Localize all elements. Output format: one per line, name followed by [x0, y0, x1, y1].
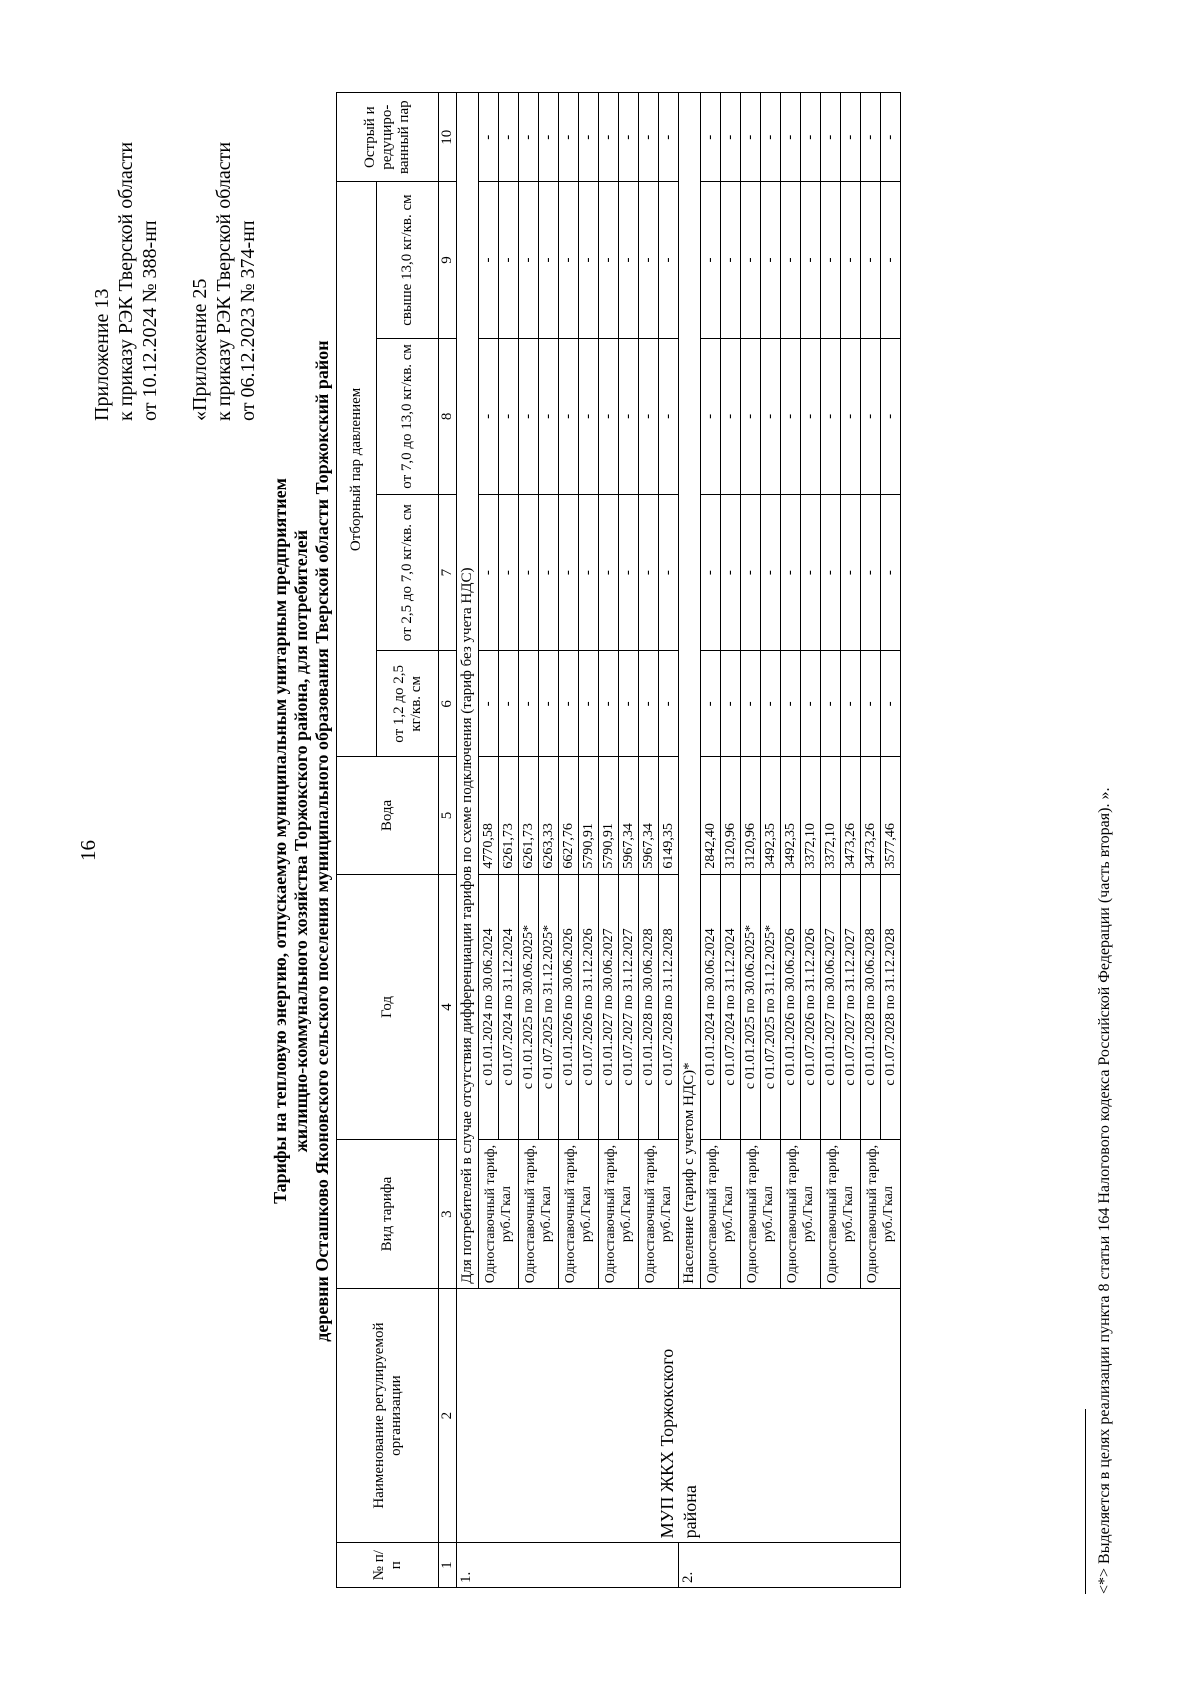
water-tariff-value: 6627,76 [559, 757, 579, 874]
water-tariff-value: 5790,91 [599, 757, 619, 874]
empty-value-dash: - [539, 495, 559, 651]
empty-value-dash: - [479, 338, 499, 494]
column-number: 8 [439, 338, 457, 494]
empty-value-dash: - [741, 495, 761, 651]
water-tariff-value: 3372,10 [821, 757, 841, 874]
period: с 01.01.2028 по 30.06.2028 [861, 874, 881, 1140]
empty-value-dash: - [599, 93, 619, 182]
empty-value-dash: - [781, 495, 801, 651]
period: с 01.07.2027 по 31.12.2027 [619, 874, 639, 1140]
tariff-table [336, 92, 901, 1588]
header-pressure-3: от 7,0 до 13,0 кг/кв. см [377, 338, 439, 494]
empty-value-dash: - [499, 651, 519, 757]
empty-value-dash: - [599, 495, 619, 651]
empty-value-dash: - [821, 651, 841, 757]
tariff-type: Одноставочный тариф, руб./Гкал [701, 1140, 741, 1288]
empty-value-dash: - [741, 182, 761, 338]
period: с 01.01.2027 по 30.06.2027 [821, 874, 841, 1140]
column-number: 1 [439, 1543, 457, 1588]
empty-value-dash: - [861, 182, 881, 338]
section-row [457, 93, 479, 1588]
empty-value-dash: - [701, 93, 721, 182]
empty-value-dash: - [639, 495, 659, 651]
empty-value-dash: - [781, 182, 801, 338]
empty-value-dash: - [579, 495, 599, 651]
empty-value-dash: - [499, 338, 519, 494]
period: с 01.07.2028 по 31.12.2028 [659, 874, 679, 1140]
footnote-divider [1085, 1409, 1086, 1594]
appendix-line: Приложение 13 [91, 288, 113, 421]
empty-value-dash: - [761, 495, 781, 651]
page-number: 16 [76, 840, 100, 861]
empty-value-dash: - [499, 495, 519, 651]
empty-value-dash: - [761, 338, 781, 494]
empty-value-dash: - [801, 338, 821, 494]
empty-value-dash: - [579, 93, 599, 182]
document-title [270, 286, 333, 1396]
empty-value-dash: - [539, 338, 559, 494]
column-number: 2 [439, 1288, 457, 1543]
empty-value-dash: - [659, 338, 679, 494]
tariff-type: Одноставочный тариф, руб./Гкал [821, 1140, 861, 1288]
appendix-line: от 06.12.2023 № 374-нп [237, 220, 259, 421]
empty-value-dash: - [841, 93, 861, 182]
period: с 01.01.2026 по 30.06.2026 [559, 874, 579, 1140]
water-tariff-value: 5790,91 [579, 757, 599, 874]
water-tariff-value: 6261,73 [519, 757, 539, 874]
period: с 01.07.2024 по 31.12.2024 [721, 874, 741, 1140]
water-tariff-value: 3492,35 [761, 757, 781, 874]
tariff-type: Одноставочный тариф, руб./Гкал [861, 1140, 901, 1288]
empty-value-dash: - [821, 495, 841, 651]
period: с 01.01.2024 по 30.06.2024 [701, 874, 721, 1140]
section-index: 2. [679, 1543, 901, 1588]
empty-value-dash: - [619, 495, 639, 651]
period: с 01.07.2024 по 31.12.2024 [499, 874, 519, 1140]
empty-value-dash: - [599, 182, 619, 338]
water-tariff-value: 6261,73 [499, 757, 519, 874]
empty-value-dash: - [801, 182, 821, 338]
empty-value-dash: - [619, 651, 639, 757]
column-number: 6 [439, 651, 457, 757]
water-tariff-value: 3492,35 [781, 757, 801, 874]
title-line: жилищно-коммунального хозяйства Торжокского района, для потребителей [291, 529, 311, 1153]
empty-value-dash: - [619, 182, 639, 338]
empty-value-dash: - [599, 651, 619, 757]
empty-value-dash: - [499, 93, 519, 182]
organization-name: МУП ЖКХ Торжокского района [457, 1288, 901, 1543]
empty-value-dash: - [721, 495, 741, 651]
empty-value-dash: - [781, 651, 801, 757]
water-tariff-value: 3577,46 [881, 757, 901, 874]
empty-value-dash: - [881, 182, 901, 338]
empty-value-dash: - [579, 338, 599, 494]
water-tariff-value: 4770,58 [479, 757, 499, 874]
empty-value-dash: - [861, 651, 881, 757]
appendix-line: от 10.12.2024 № 388-нп [139, 220, 161, 421]
header-pressure-1: от 1,2 до 2,5 кг/кв. см [377, 651, 439, 757]
empty-value-dash: - [721, 182, 741, 338]
empty-value-dash: - [479, 93, 499, 182]
tariff-type: Одноставочный тариф, руб./Гкал [479, 1140, 519, 1288]
title-line: Тарифы на тепловую энергию, отпускаемую муниципальным унитарным предприятием [270, 478, 290, 1204]
empty-value-dash: - [519, 495, 539, 651]
empty-value-dash: - [619, 93, 639, 182]
header-vid: Вид тарифа [337, 1140, 439, 1288]
empty-value-dash: - [519, 182, 539, 338]
column-number-row [439, 93, 457, 1588]
empty-value-dash: - [539, 651, 559, 757]
period: с 01.01.2024 по 30.06.2024 [479, 874, 499, 1140]
title-line: деревни Осташково Яконовского сельского поселения муниципального образования Тверской области Торжокский район [312, 340, 332, 1342]
period: с 01.07.2025 по 31.12.2025* [539, 874, 559, 1140]
empty-value-dash: - [519, 338, 539, 494]
appendix-header [90, 142, 162, 421]
table-body [457, 93, 901, 1588]
water-tariff-value: 3473,26 [861, 757, 881, 874]
tariff-type: Одноставочный тариф, руб./Гкал [741, 1140, 781, 1288]
empty-value-dash: - [821, 182, 841, 338]
empty-value-dash: - [579, 182, 599, 338]
empty-value-dash: - [881, 93, 901, 182]
column-number: 5 [439, 757, 457, 874]
empty-value-dash: - [559, 495, 579, 651]
empty-value-dash: - [861, 495, 881, 651]
header-pressure-4: свыше 13,0 кг/кв. см [377, 182, 439, 338]
empty-value-dash: - [659, 93, 679, 182]
water-tariff-value: 3473,26 [841, 757, 861, 874]
empty-value-dash: - [841, 495, 861, 651]
header-org: Наименование регулируемой организации [337, 1288, 439, 1543]
section-index: 1. [457, 1543, 679, 1588]
water-tariff-value: 5967,34 [619, 757, 639, 874]
tariff-type: Одноставочный тариф, руб./Гкал [781, 1140, 821, 1288]
empty-value-dash: - [761, 182, 781, 338]
empty-value-dash: - [721, 338, 741, 494]
empty-value-dash: - [479, 651, 499, 757]
water-tariff-value: 3120,96 [741, 757, 761, 874]
empty-value-dash: - [539, 93, 559, 182]
empty-value-dash: - [479, 495, 499, 651]
previous-appendix-header [188, 142, 260, 421]
empty-value-dash: - [659, 495, 679, 651]
period: с 01.01.2025 по 30.06.2025* [519, 874, 539, 1140]
empty-value-dash: - [841, 182, 861, 338]
period: с 01.07.2028 по 31.12.2028 [881, 874, 901, 1140]
empty-value-dash: - [701, 495, 721, 651]
water-tariff-value: 3120,96 [721, 757, 741, 874]
empty-value-dash: - [579, 651, 599, 757]
empty-value-dash: - [881, 338, 901, 494]
empty-value-dash: - [659, 182, 679, 338]
empty-value-dash: - [821, 338, 841, 494]
section-title: Население (тариф с учетом НДС)* [679, 93, 701, 1289]
empty-value-dash: - [619, 338, 639, 494]
empty-value-dash: - [881, 495, 901, 651]
empty-value-dash: - [519, 651, 539, 757]
empty-value-dash: - [861, 93, 881, 182]
empty-value-dash: - [479, 182, 499, 338]
empty-value-dash: - [821, 93, 841, 182]
empty-value-dash: - [721, 651, 741, 757]
empty-value-dash: - [639, 338, 659, 494]
empty-value-dash: - [741, 93, 761, 182]
appendix-line: к приказу РЭК Тверской области [115, 141, 137, 421]
header-ostr: Острый и редуциро-ванный пар [337, 93, 439, 182]
empty-value-dash: - [659, 651, 679, 757]
period: с 01.07.2026 по 31.12.2026 [579, 874, 599, 1140]
header-no: № п/ п [337, 1543, 439, 1588]
tariff-type: Одноставочный тариф, руб./Гкал [639, 1140, 679, 1288]
period: с 01.01.2025 по 30.06.2025* [741, 874, 761, 1140]
empty-value-dash: - [701, 651, 721, 757]
empty-value-dash: - [761, 93, 781, 182]
empty-value-dash: - [741, 651, 761, 757]
column-number: 7 [439, 495, 457, 651]
empty-value-dash: - [881, 651, 901, 757]
empty-value-dash: - [861, 338, 881, 494]
empty-value-dash: - [801, 93, 821, 182]
empty-value-dash: - [841, 338, 861, 494]
empty-value-dash: - [639, 182, 659, 338]
appendix-line: «Приложение 25 [189, 278, 211, 421]
tariff-type: Одноставочный тариф, руб./Гкал [519, 1140, 559, 1288]
empty-value-dash: - [639, 651, 659, 757]
empty-value-dash: - [559, 651, 579, 757]
empty-value-dash: - [559, 182, 579, 338]
empty-value-dash: - [781, 93, 801, 182]
header-steam-group: Отборный пар давлением [337, 182, 377, 757]
footnote: <*> Выделяется в целях реализации пункта 8 статьи 164 Налогового кодекса Российской Федерации (часть вторая). ». [1096, 787, 1113, 1594]
header-voda: Вода [337, 757, 439, 874]
column-number: 4 [439, 874, 457, 1140]
empty-value-dash: - [639, 93, 659, 182]
period: с 01.07.2026 по 31.12.2026 [801, 874, 821, 1140]
water-tariff-value: 6263,33 [539, 757, 559, 874]
period: с 01.01.2026 по 30.06.2026 [781, 874, 801, 1140]
empty-value-dash: - [781, 338, 801, 494]
empty-value-dash: - [539, 182, 559, 338]
column-number: 10 [439, 93, 457, 182]
period: с 01.07.2025 по 31.12.2025* [761, 874, 781, 1140]
empty-value-dash: - [559, 93, 579, 182]
empty-value-dash: - [801, 495, 821, 651]
empty-value-dash: - [499, 182, 519, 338]
empty-value-dash: - [801, 651, 821, 757]
section-title: Для потребителей в случае отсутствия дифференциации тарифов по схеме подключения (тариф без учета НДС) [457, 93, 479, 1289]
water-tariff-value: 6149,35 [659, 757, 679, 874]
empty-value-dash: - [721, 93, 741, 182]
water-tariff-value: 2842,40 [701, 757, 721, 874]
empty-value-dash: - [741, 338, 761, 494]
header-god: Год [337, 874, 439, 1140]
water-tariff-value: 5967,34 [639, 757, 659, 874]
header-pressure-2: от 2,5 до 7,0 кг/кв. см [377, 495, 439, 651]
empty-value-dash: - [701, 182, 721, 338]
empty-value-dash: - [599, 338, 619, 494]
period: с 01.07.2027 по 31.12.2027 [841, 874, 861, 1140]
empty-value-dash: - [519, 93, 539, 182]
period: с 01.01.2028 по 30.06.2028 [639, 874, 659, 1140]
water-tariff-value: 3372,10 [801, 757, 821, 874]
column-number: 9 [439, 182, 457, 338]
empty-value-dash: - [761, 651, 781, 757]
appendix-line: к приказу РЭК Тверской области [213, 141, 235, 421]
column-number: 3 [439, 1140, 457, 1288]
tariff-type: Одноставочный тариф, руб./Гкал [559, 1140, 599, 1288]
empty-value-dash: - [701, 338, 721, 494]
empty-value-dash: - [559, 338, 579, 494]
tariff-type: Одноставочный тариф, руб./Гкал [599, 1140, 639, 1288]
period: с 01.01.2027 по 30.06.2027 [599, 874, 619, 1140]
empty-value-dash: - [841, 651, 861, 757]
